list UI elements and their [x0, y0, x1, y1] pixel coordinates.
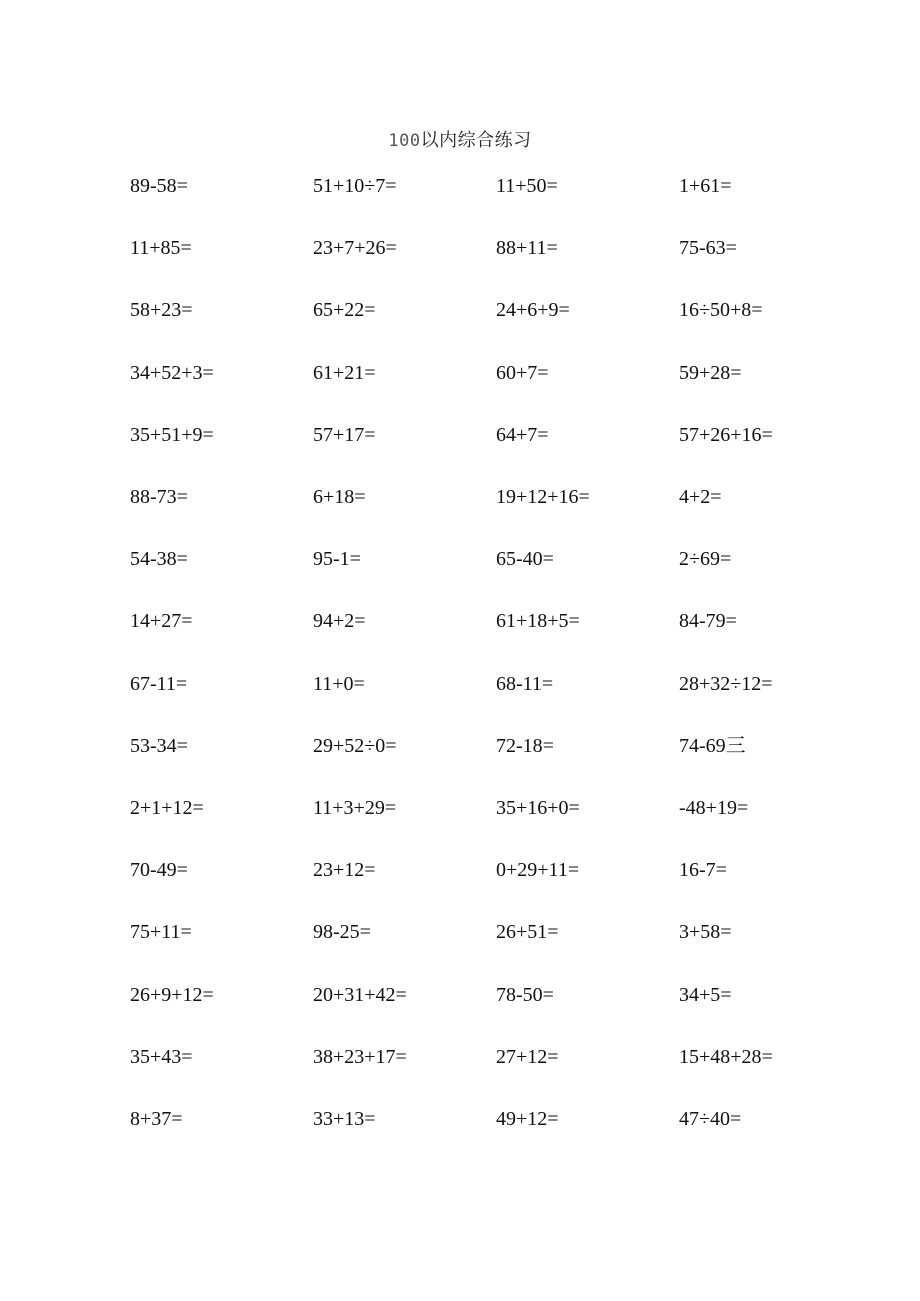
problem-item: 84-79=: [679, 610, 737, 633]
problem-item: 38+23+17=: [313, 1045, 407, 1068]
problem-item: 34+5=: [679, 983, 732, 1006]
problem-row: [130, 1088, 830, 1150]
problem-item: 11+3+29=: [313, 796, 397, 819]
problem-row: [130, 342, 830, 404]
problem-item: 29+52÷0=: [313, 734, 397, 757]
problem-item: 59+28=: [679, 361, 742, 384]
problem-item: 11+50=: [496, 175, 558, 198]
problem-item: 15+48+28=: [679, 1045, 773, 1068]
problem-item: 0+29+11=: [496, 859, 580, 882]
problem-row: [130, 963, 830, 1025]
problem-item: 26+51=: [496, 921, 559, 944]
problem-item: 60+7=: [496, 361, 549, 384]
problem-item: 19+12+16=: [496, 486, 590, 509]
problem-item: 88-73=: [130, 486, 188, 509]
problem-item: 98-25=: [313, 921, 371, 944]
problem-row: [130, 839, 830, 901]
problem-item: 20+31+42=: [313, 983, 407, 1006]
problem-row: [130, 901, 830, 963]
title-text: 以内综合练习: [420, 130, 532, 151]
problem-item: 23+7+26=: [313, 237, 397, 260]
problem-item: 35+16+0=: [496, 796, 580, 819]
problem-item: 75+11=: [130, 921, 192, 944]
title-number: 100: [388, 131, 421, 151]
problem-item: 58+23=: [130, 299, 193, 322]
problem-item: -48+19=: [679, 796, 749, 819]
problem-grid: [130, 155, 830, 1150]
problem-item: 88+11=: [496, 237, 558, 260]
problem-item: 2+1+12=: [130, 796, 204, 819]
problem-item: 24+6+9=: [496, 299, 570, 322]
problem-item: 65-40=: [496, 548, 554, 571]
problem-item: 1+61=: [679, 175, 732, 198]
problem-row: [130, 404, 830, 466]
problem-row: [130, 528, 830, 590]
problem-item: 89-58=: [130, 175, 188, 198]
problem-item: 26+9+12=: [130, 983, 214, 1006]
problem-row: [130, 590, 830, 652]
problem-item: 6+18=: [313, 486, 366, 509]
problem-item: 11+85=: [130, 237, 192, 260]
problem-item: 47÷40=: [679, 1107, 742, 1130]
problem-item: 61+21=: [313, 361, 376, 384]
problem-item: 64+7=: [496, 423, 549, 446]
problem-item: 57+26+16=: [679, 423, 773, 446]
problem-item: 14+27=: [130, 610, 193, 633]
problem-item: 65+22=: [313, 299, 376, 322]
problem-item: 67-11=: [130, 672, 188, 695]
problem-item: 28+32÷12=: [679, 672, 773, 695]
problem-row: [130, 1026, 830, 1088]
problem-row: [130, 777, 830, 839]
problem-item: 4+2=: [679, 486, 722, 509]
problem-item: 27+12=: [496, 1045, 559, 1068]
problem-item: 57+17=: [313, 423, 376, 446]
problem-item: 2÷69=: [679, 548, 732, 571]
problem-item: 51+10÷7=: [313, 175, 397, 198]
problem-item: 23+12=: [313, 859, 376, 882]
problem-item: 34+52+3=: [130, 361, 214, 384]
problem-item: 35+51+9=: [130, 423, 214, 446]
problem-row: [130, 279, 830, 341]
problem-item: 95-1=: [313, 548, 361, 571]
problem-row: [130, 653, 830, 715]
problem-item: 75-63=: [679, 237, 737, 260]
problem-item: 61+18+5=: [496, 610, 580, 633]
problem-row: [130, 217, 830, 279]
problem-item: 74-69三: [679, 734, 746, 757]
problem-row: [130, 715, 830, 777]
problem-item: 78-50=: [496, 983, 554, 1006]
page-title: [0, 128, 920, 154]
problem-item: 72-18=: [496, 734, 554, 757]
problem-item: 54-38=: [130, 548, 188, 571]
problem-item: 16-7=: [679, 859, 727, 882]
problem-item: 16÷50+8=: [679, 299, 763, 322]
problem-row: [130, 155, 830, 217]
problem-item: 53-34=: [130, 734, 188, 757]
problem-item: 35+43=: [130, 1045, 193, 1068]
problem-item: 70-49=: [130, 859, 188, 882]
problem-item: 11+0=: [313, 672, 365, 695]
problem-row: [130, 466, 830, 528]
problem-item: 49+12=: [496, 1107, 559, 1130]
problem-item: 33+13=: [313, 1107, 376, 1130]
problem-item: 8+37=: [130, 1107, 183, 1130]
problem-item: 68-11=: [496, 672, 554, 695]
problem-item: 94+2=: [313, 610, 366, 633]
problem-item: 3+58=: [679, 921, 732, 944]
